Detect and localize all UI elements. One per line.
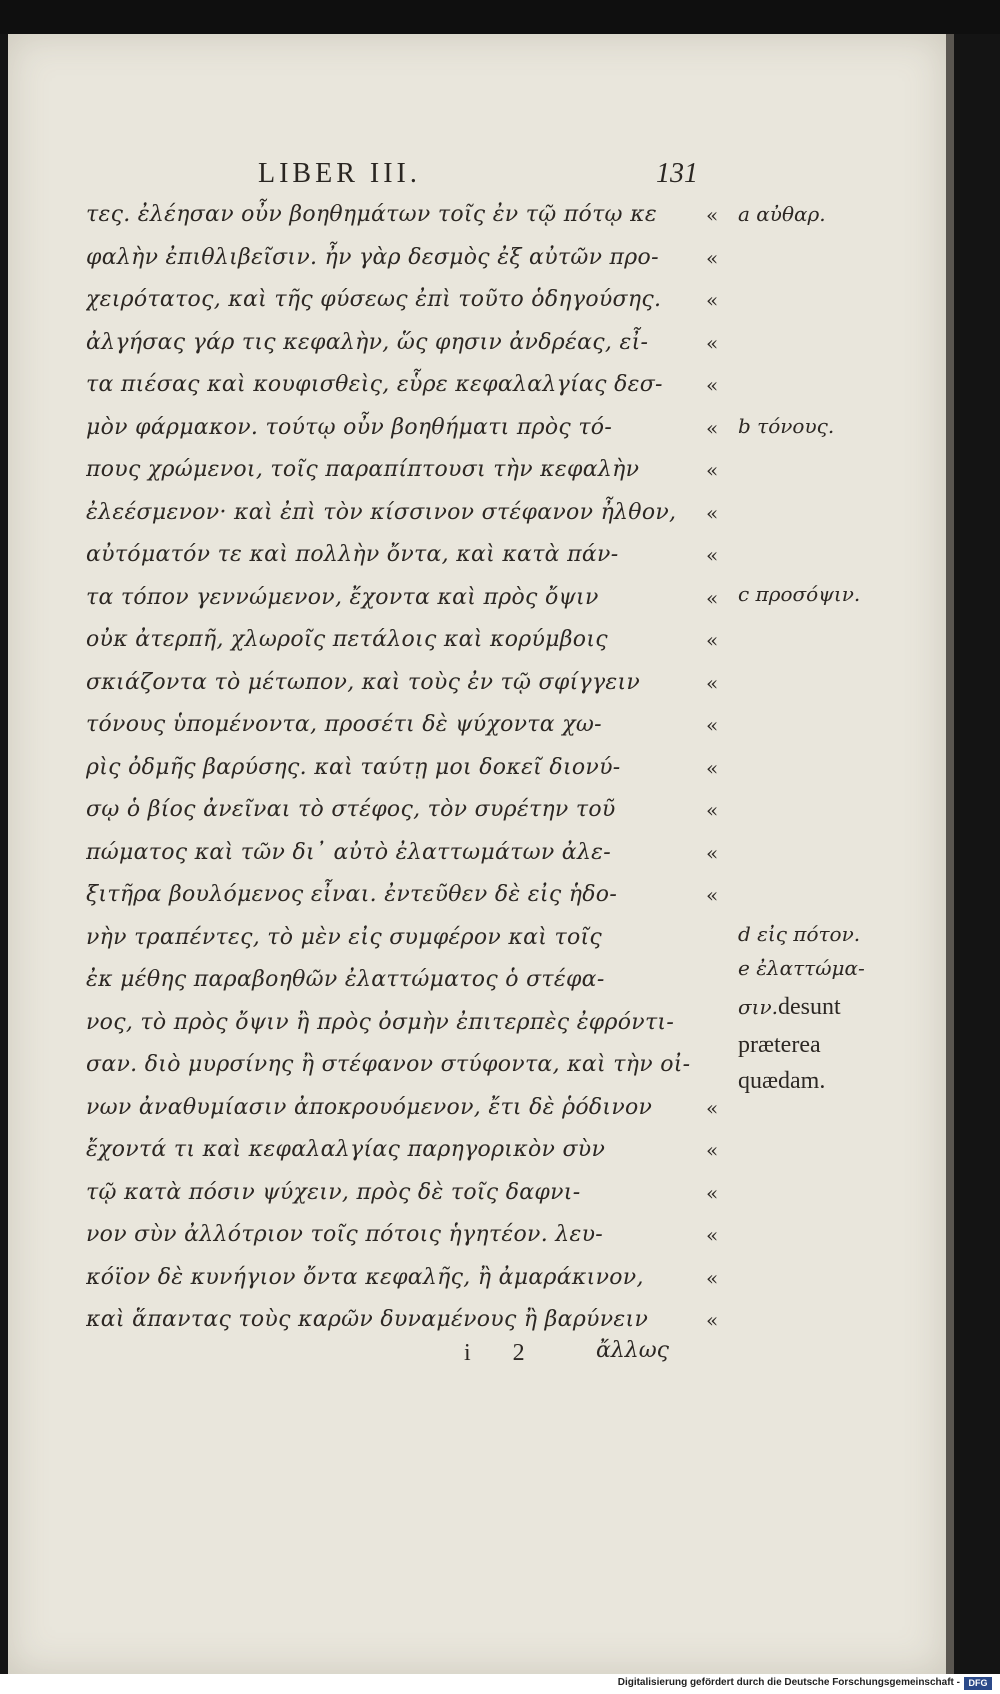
quotation-mark: « [706, 1180, 719, 1205]
text-line: τα τόπον γεννώμενον, ἔχοντα καὶ πρὸς ὄψιν [86, 584, 599, 610]
quotation-mark [706, 1002, 736, 1045]
text-line: οὐκ ἀτερπῆ, χλωροῖς πετάλοις καὶ κορύμβοις [86, 627, 608, 652]
quotation-mark: « [706, 1138, 719, 1162]
running-head [8, 154, 946, 194]
footer-credit: Digitalisierung gefördert durch die Deutsche Forschungsgemeinschaft - [617, 1677, 960, 1688]
margin-note-c: c προσόψιν. [738, 582, 861, 606]
quotation-mark: « [706, 415, 719, 440]
quotation-mark [706, 917, 736, 960]
quotation-mark: « [706, 798, 719, 822]
signature-mark: i 2 [464, 1340, 543, 1366]
footer-bar [0, 1674, 1000, 1694]
margin-note-e-greek: σιν. [738, 995, 779, 1019]
quotation-mark: « [706, 543, 719, 567]
text-line: νὴν τραπέντες, τὸ μὲν εἰς συμφέρον καὶ τοῖς [86, 924, 603, 950]
text-line: τῷ κατὰ πόσιν ψύχειν, πρὸς δὲ τοῖς δαφνι- [86, 1179, 581, 1205]
quotation-mark: « [706, 1095, 719, 1120]
quotation-mark: « [706, 1223, 719, 1247]
margin-note-e-cont [738, 994, 841, 1021]
quotation-mark: « [706, 245, 719, 270]
text-line: σῳ ὁ βίος ἀνεῖναι τὸ στέφος, τὸν συρέτην τοῦ [86, 797, 616, 822]
quotation-mark: « [706, 203, 719, 227]
text-line: πώματος καὶ τῶν δι᾽ αὐτὸ ἐλαττωμάτων ἀλε- [86, 839, 612, 865]
text-line: φαλὴν ἐπιθλιβεῖσιν. ἦν γὰρ δεσμὸς ἐξ αὐτῶν προ- [86, 244, 659, 270]
quotation-mark: « [706, 585, 719, 610]
dfg-logo-icon: DFG [964, 1677, 992, 1690]
text-line: σκιάζοντα τὸ μέτωπον, καὶ τοὺς ἐν τῷ σφίγγειν [86, 669, 641, 695]
page-number: 131 [656, 158, 698, 189]
text-line: τόνους ὑπομένοντα, προσέτι δὲ ψύχοντα χω- [86, 712, 602, 737]
margin-note-e: e ἐλαττώμα- [738, 956, 865, 980]
quotation-mark: « [706, 670, 719, 695]
book-page [8, 34, 946, 1674]
text-line: τες. ἐλέησαν οὖν βοηθημάτων τοῖς ἐν τῷ πότῳ κε [86, 202, 657, 227]
margin-note-d: d εἰς πότον. [738, 922, 861, 946]
text-line: νον σὺν ἀλλότριον τοῖς πότοις ἡγητέον. λευ- [86, 1222, 604, 1247]
quotation-mark: « [706, 883, 719, 907]
margin-note-latin-line: quædam. [738, 1068, 826, 1094]
quotation-mark: « [706, 628, 719, 652]
quotation-mark: « [706, 288, 719, 312]
text-line: αὐτόματόν τε καὶ πολλὴν ὄντα, καὶ κατὰ πάν- [86, 542, 619, 567]
text-line: σαν. διὸ μυρσίνης ἢ στέφανον στύφοντα, καὶ τὴν οἰ- [86, 1052, 691, 1077]
main-text-block [86, 194, 696, 1342]
quotation-mark: « [706, 1308, 719, 1332]
quotation-mark: « [706, 713, 719, 737]
quotation-mark: « [706, 755, 719, 780]
margin-note-latin-line: præterea [738, 1032, 821, 1058]
text-line: τα πιέσας καὶ κουφισθεὶς, εὗρε κεφαλαλγίας δεσ- [86, 372, 663, 397]
text-line: μὸν φάρμακον. τούτῳ οὖν βοηθήματι πρὸς τό- [86, 414, 613, 440]
quotation-mark-column [706, 194, 736, 1342]
text-line: νων ἀναθυμίασιν ἀποκρουόμενον, ἔτι δὲ ῥόδινον [86, 1094, 653, 1120]
text-line: νος, τὸ πρὸς ὄψιν ἢ πρὸς ὀσμὴν ἐπιτερπὲς ἐφρόντι- [86, 1009, 675, 1035]
text-line: ἔχοντά τι καὶ κεφαλαλγίας παρηγορικὸν σὺν [86, 1137, 606, 1162]
text-line: καὶ ἅπαντας τοὺς καρῶν δυναμένους ἢ βαρύνειν [86, 1307, 649, 1332]
margin-note-e-latin: desunt [778, 994, 841, 1020]
text-line: ρὶς ὀδμῆς βαρύσης. καὶ ταύτῃ μοι δοκεῖ διονύ- [86, 754, 621, 780]
quotation-mark: « [706, 458, 719, 482]
text-line: πους χρώμενοι, τοῖς παραπίπτουσι τὴν κεφαλὴν [86, 457, 640, 482]
text-line: κόϊον δὲ κυνήγιον ὄντα κεφαλῆς, ἢ ἀμαράκινον, [86, 1264, 644, 1290]
text-line: ξιτῆρα βουλόμενος εἶναι. ἐντεῦθεν δὲ εἰς ἡδο- [86, 882, 618, 907]
quotation-mark: « [706, 1265, 719, 1290]
text-line: ἐλεέσμενον· καὶ ἐπὶ τὸν κίσσινον στέφανον ἦλθον, [86, 499, 677, 525]
text-line: ἀλγήσας γάρ τις κεφαλὴν, ὥς φησιν ἀνδρέας, εἶ- [86, 329, 649, 355]
text-line: ἐκ μέθης παραβοηθῶν ἐλαττώματος ὁ στέφα- [86, 967, 605, 992]
quotation-mark [706, 959, 736, 1002]
quotation-mark: « [706, 500, 719, 525]
running-head-title: LIBER III. [258, 158, 421, 189]
margin-note-b: b τόνους. [738, 414, 835, 438]
quotation-mark: « [706, 373, 719, 397]
quotation-mark: « [706, 330, 719, 355]
scan-top-border [0, 0, 1000, 34]
quotation-mark: « [706, 840, 719, 865]
quotation-mark [706, 1044, 736, 1087]
text-line: χειρότατος, καὶ τῆς φύσεως ἐπὶ τοῦτο ὁδηγούσης. [86, 287, 662, 312]
margin-note-a: a αὐθαρ. [738, 202, 826, 226]
catchword: ἄλλως [596, 1338, 670, 1363]
page-edge [946, 34, 954, 1674]
